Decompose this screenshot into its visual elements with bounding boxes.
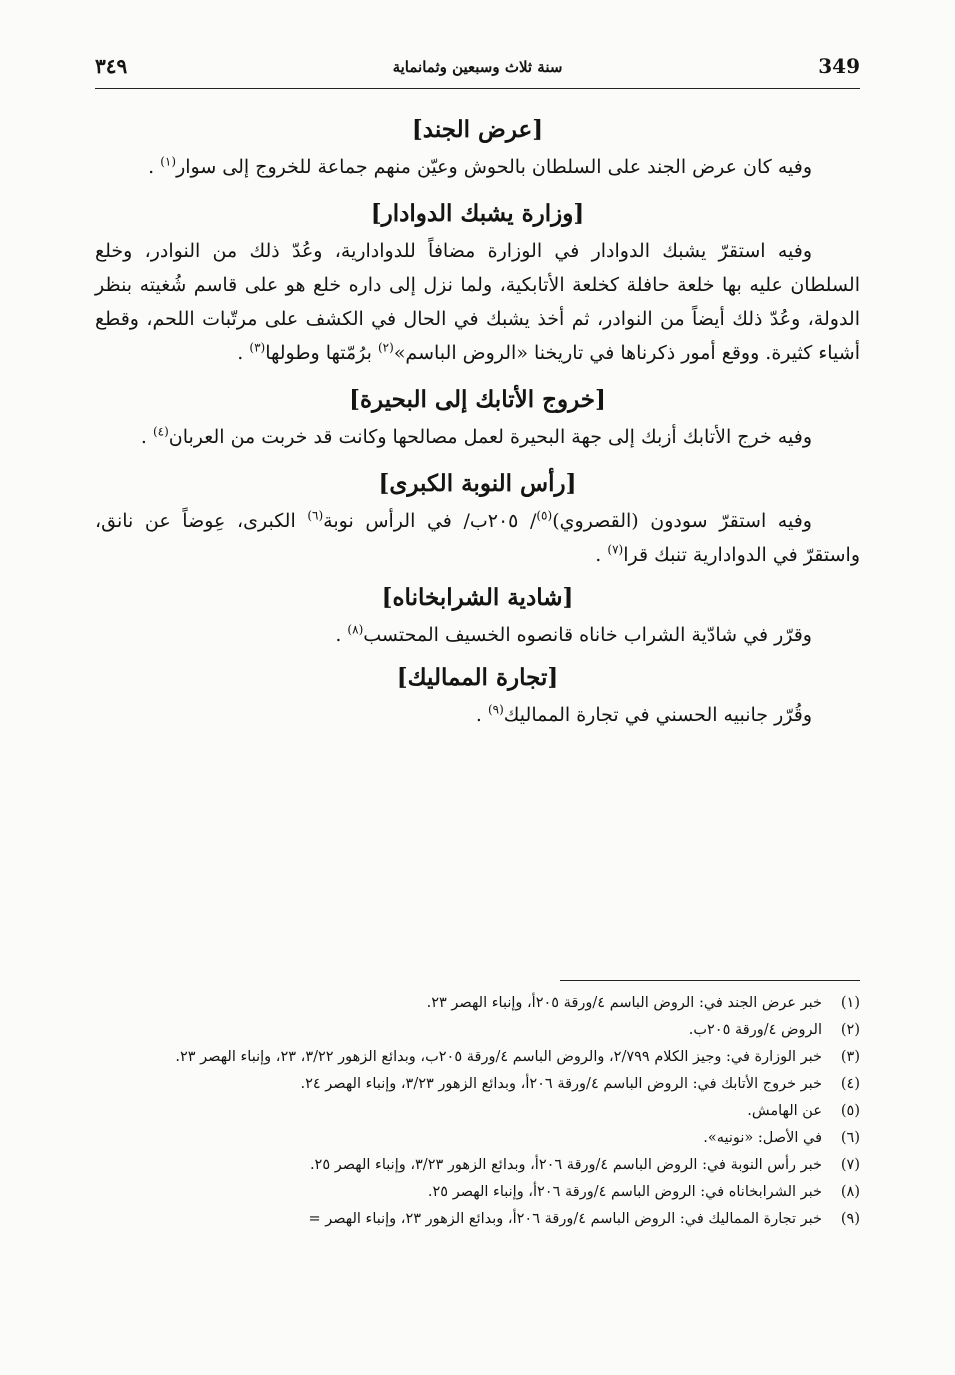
footnote: [95, 1017, 860, 1044]
footnote: [95, 1098, 860, 1125]
footnote: [95, 1152, 860, 1179]
footnote-marker: (٩): [487, 702, 504, 717]
footnote-marker: (٦): [307, 508, 324, 523]
footnote-number: (٣): [840, 1049, 860, 1065]
footnote-text: خبر الوزارة في: وجيز الكلام ٢/٧٩٩، والروض الباسم ٤/ورقة ٢٠٥ب، وبدائع الزهور ٣/٢٢، ٢٣، وإنباء الهصر ٢٣.: [175, 1049, 822, 1065]
footnote-number: (٨): [840, 1184, 860, 1200]
footnote-text: الروض ٤/ورقة ٢٠٥ب.: [688, 1022, 822, 1038]
section-heading: [تجارة المماليك]: [396, 664, 559, 691]
footnote-marker: (٤): [152, 424, 169, 439]
main-text: [95, 110, 860, 732]
section-heading: [عرض الجند]: [411, 116, 544, 143]
footnote-number: (٤): [840, 1076, 860, 1092]
footnote-number: (٢): [840, 1022, 860, 1038]
section-paragraph: وفيه خرج الأتابك أزبك إلى جهة البحيرة لعمل مصالحها وكانت قد خربت من العربان$^{(٤)}$ .: [140, 424, 812, 448]
footnote-marker: (١): [160, 154, 177, 169]
section-paragraph: وقُرّر جانبيه الحسني في تجارة المماليك$^{(٩)}$ .: [475, 702, 812, 726]
footnote-number: (٥): [840, 1103, 860, 1119]
page-number-latin: 349: [818, 54, 860, 78]
footnote: [95, 1206, 860, 1233]
section-paragraph: وقرّر في شادّية الشراب خاناه قانصوه الخسيف المحتسب$^{(٨)}$ .: [335, 622, 812, 646]
footnote-marker: (٣): [249, 340, 266, 355]
footnote-marker: (٢): [377, 340, 394, 355]
footnote-text: في الأصل: «نونيه».: [703, 1130, 822, 1146]
footnote: [95, 990, 860, 1017]
running-header: [95, 54, 860, 89]
section-heading: [خروج الأتابك إلى البحيرة]: [349, 386, 606, 413]
footnote-number: (١): [840, 995, 860, 1011]
footnote-marker: (٧): [607, 542, 624, 557]
footnote-marker: (٨): [347, 622, 364, 637]
section-paragraph: وفيه استقرّ يشبك الدوادار في الوزارة مضافاً للدوادارية، وعُدّ ذلك من النوادر، وخلع السلطان عليه بها خلعة حافلة كخلعة الأتابكية، ولما نزل إلى داره خلع هو على قاسم شُغيته بنظر الدولة، وعُدّ ذلك أيضاً من النوادر، ثم أخذ يشبك في الحال في الكشف على مرتّبات اللحم، وقطع أشياء كثيرة. ووقع أمور ذكرناها في تاريخنا «الروض الباسم»$^{(٢)}$ برُمّتها وطولها$^{(٣)}$ .: [95, 240, 860, 364]
section-paragraph: وفيه استقرّ سودون (القصروي)$^{(٥)}$/ ٢٠٥ب/ في الرأس نوبة$^{(٦)}$ الكبرى، عِوضاً عن نانق، واستقرّ في الدوادارية تنبك قرا$^{(٧)}$ .: [95, 508, 860, 566]
footnote-divider: [560, 980, 860, 981]
footnote-number: (٦): [840, 1130, 860, 1146]
footnote-number: (٩): [840, 1211, 860, 1227]
footnote-number: (٧): [840, 1157, 860, 1173]
section-paragraph: وفيه كان عرض الجند على السلطان بالحوش وعيّن منهم جماعة للخروج إلى سوار$^{(١)}$ .: [148, 154, 812, 178]
section-heading: [رأس النوبة الكبرى]: [378, 470, 577, 497]
footnote-text: خبر الشرابخاناه في: الروض الباسم ٤/ورقة ٢٠٦أ، وإنباء الهصر ٢٥.: [427, 1184, 822, 1200]
footnote: [95, 1179, 860, 1206]
page-number-arabic: ٣٤٩: [95, 54, 128, 78]
footnote: [95, 1044, 860, 1071]
footnote-text: عن الهامش.: [747, 1103, 822, 1119]
running-title: سنة ثلاث وسبعين وثمانماية: [392, 58, 563, 76]
footnote: [95, 1071, 860, 1098]
section-heading: [شادية الشرابخاناه]: [381, 584, 574, 611]
footnote-text: خبر رأس النوبة في: الروض الباسم ٤/ورقة ٢٠٦أ، وبدائع الزهور ٣/٢٣، وإنباء الهصر ٢٥.: [309, 1157, 822, 1173]
footnote-text: خبر تجارة المماليك في: الروض الباسم ٤/ورقة ٢٠٦أ، وبدائع الزهور ٢٣، وإنباء الهصر =: [308, 1211, 822, 1227]
section-heading: [وزارة يشبك الدوادار]: [370, 200, 585, 227]
footnotes: [95, 990, 860, 1233]
footnote: [95, 1125, 860, 1152]
footnote-marker: (٥): [536, 508, 553, 523]
footnote-text: خبر خروج الأتابك في: الروض الباسم ٤/ورقة ٢٠٦أ، وبدائع الزهور ٣/٢٣، وإنباء الهصر ٢٤.: [300, 1076, 822, 1092]
footnote-text: خبر عرض الجند في: الروض الباسم ٤/ورقة ٢٠٥أ، وإنباء الهصر ٢٣.: [426, 995, 822, 1011]
